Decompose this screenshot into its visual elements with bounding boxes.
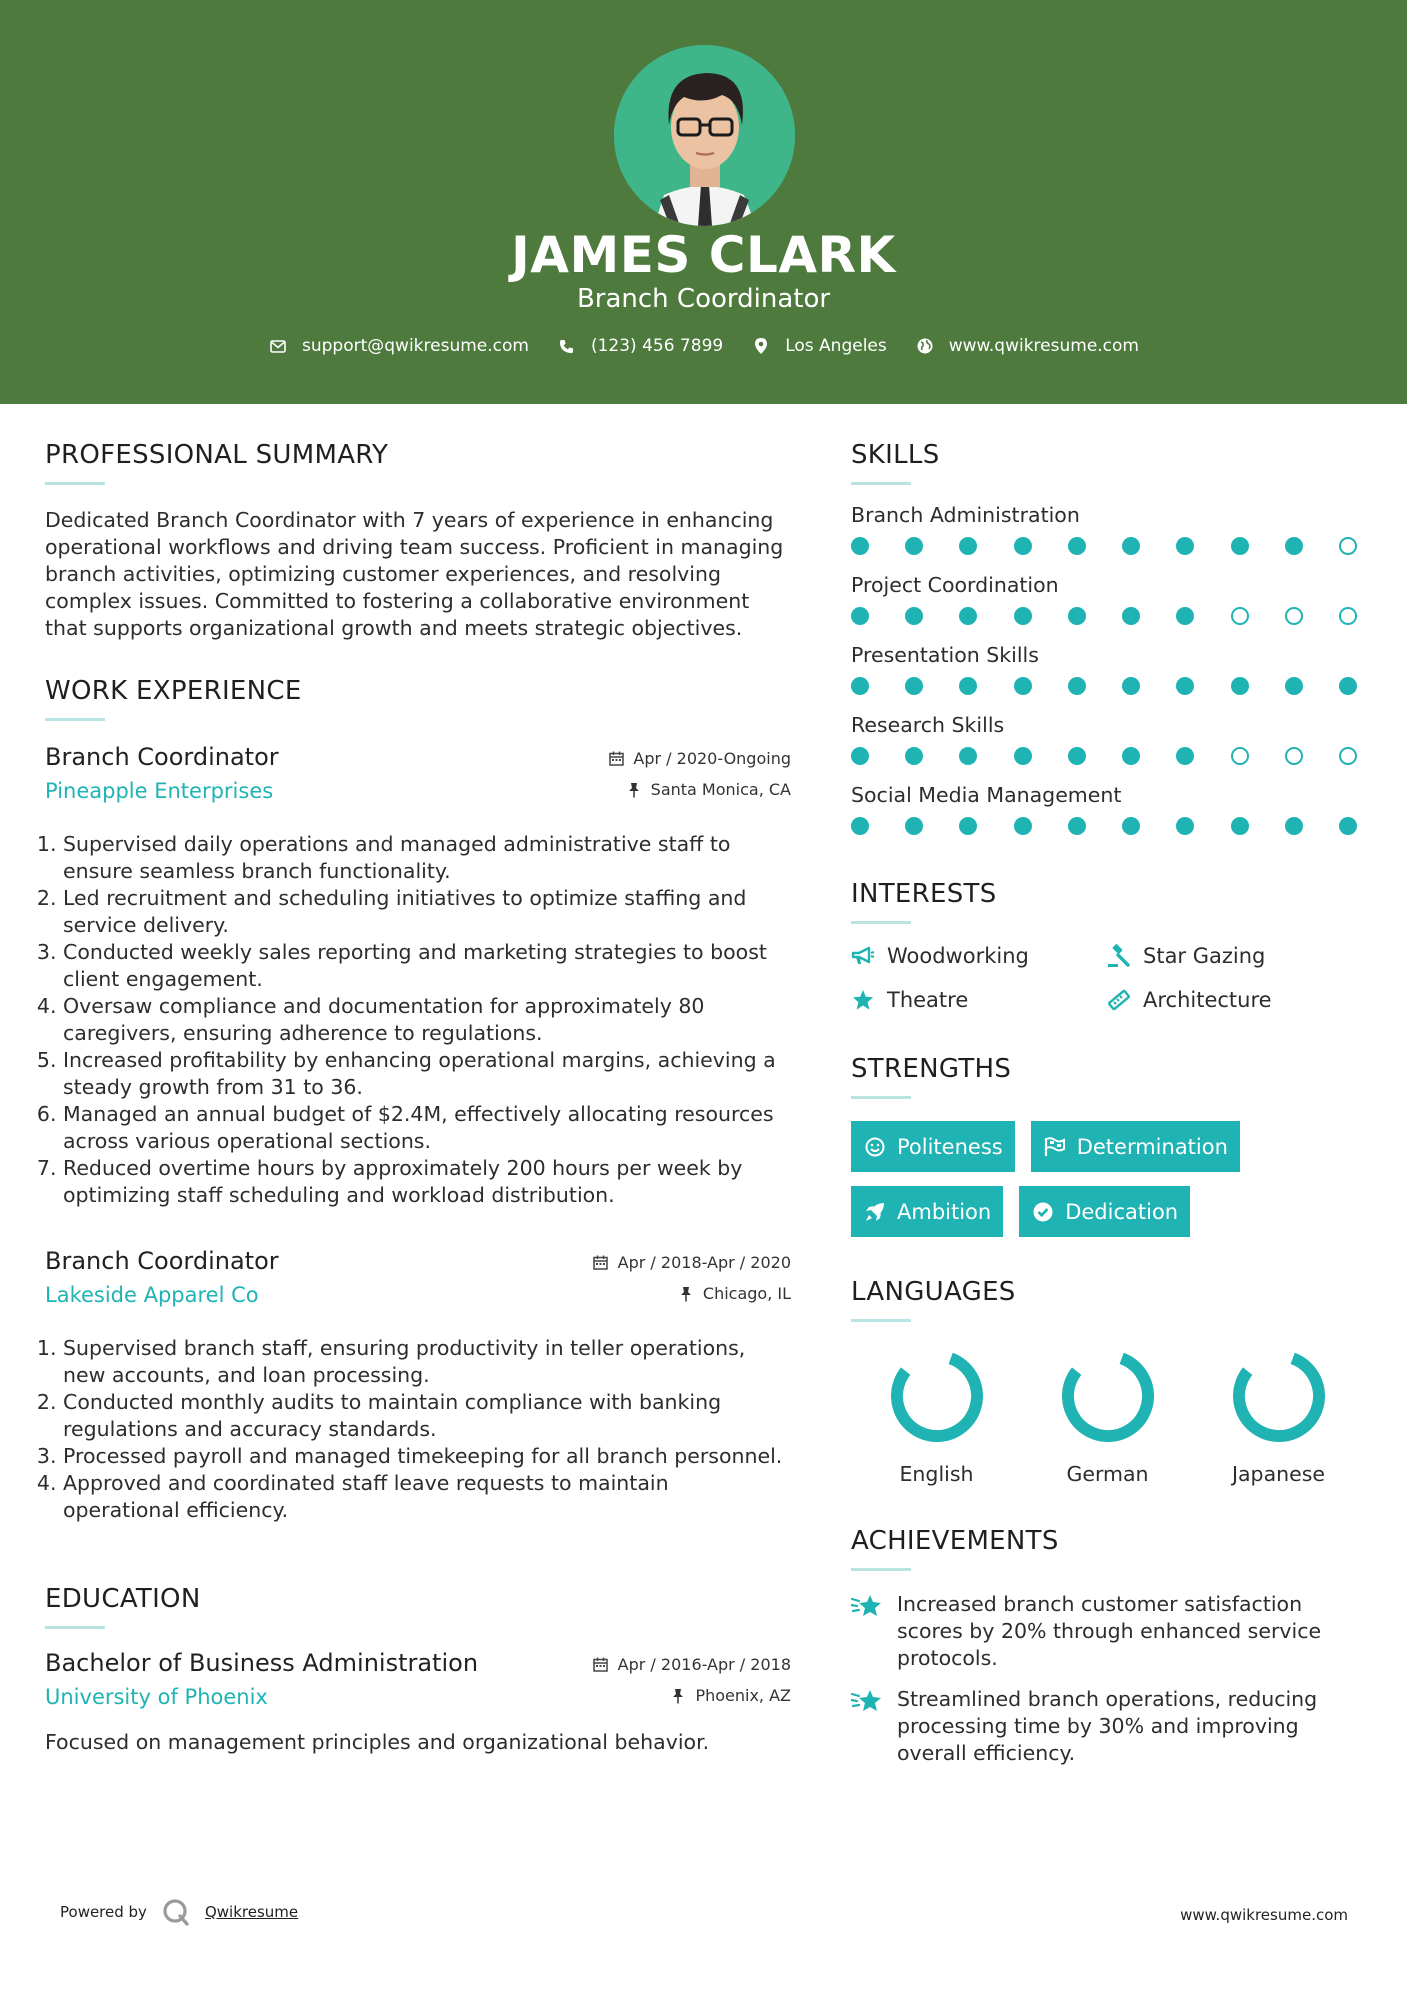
interest-label: Star Gazing: [1143, 944, 1266, 968]
section-divider: [851, 1096, 911, 1099]
job-header: [45, 743, 791, 817]
section-divider: [45, 482, 105, 485]
interest-item: [1107, 944, 1363, 968]
powered-by-text: Powered by: [60, 1903, 147, 1921]
job-company: Lakeside Apparel Co: [45, 1283, 259, 1307]
gavel-icon: [1107, 944, 1131, 968]
school-name: University of Phoenix: [45, 1685, 268, 1709]
person-portrait-icon: [614, 45, 795, 226]
qwikresume-logo-icon: [161, 1897, 191, 1927]
summary-section: [45, 440, 791, 642]
pencil-ruler-icon: [1107, 988, 1131, 1012]
language-level-arc: [1058, 1346, 1158, 1446]
strengths-heading: STRENGTHS: [851, 1054, 1012, 1084]
rating-dot-filled: [959, 607, 977, 625]
language-level-arc: [1229, 1346, 1329, 1446]
experience-heading: WORK EXPERIENCE: [45, 676, 302, 706]
pushpin-icon: [677, 1285, 695, 1303]
achievements-heading: ACHIEVEMENTS: [851, 1526, 1059, 1556]
contact-location: [751, 336, 887, 356]
job-title: Branch Coordinator: [45, 1247, 279, 1275]
flag-icon: [1043, 1135, 1067, 1159]
job-company: Pineapple Enterprises: [45, 779, 274, 803]
section-divider: [851, 1319, 911, 1322]
language-level-arc: [887, 1346, 987, 1446]
left-column: [45, 440, 791, 1756]
calendar-icon: [592, 1254, 610, 1272]
qwikresume-link[interactable]: Qwikresume: [204, 1903, 299, 1921]
duty-item: 1. Supervised daily operations and managed administrative staff to ensure seamless branch functionality.: [63, 831, 791, 885]
skill-item: [851, 713, 1371, 765]
rating-dot-filled: [1122, 677, 1140, 695]
rating-dot-empty: [1285, 607, 1303, 625]
experience-section: [45, 676, 791, 1524]
footer-powered-by: [60, 1897, 298, 1927]
rating-dot-filled: [1122, 537, 1140, 555]
rating-dot-filled: [1285, 817, 1303, 835]
job-duties: [45, 831, 791, 1209]
skill-name: Presentation Skills: [851, 643, 1039, 667]
rating-dot-filled: [1231, 817, 1249, 835]
skill-item: [851, 643, 1371, 695]
interest-item: [851, 988, 1107, 1012]
languages-heading: LANGUAGES: [851, 1277, 1016, 1307]
contact-phone[interactable]: [557, 336, 723, 356]
rating-dot-filled: [1014, 607, 1032, 625]
section-divider: [45, 718, 105, 721]
languages-section: [851, 1277, 1371, 1486]
skills-section: [851, 440, 1371, 835]
education-location: [669, 1686, 791, 1705]
rating-dot-filled: [1068, 607, 1086, 625]
rating-dot-empty: [1231, 607, 1249, 625]
star-icon: [851, 988, 875, 1012]
duty-item: 4. Oversaw compliance and documentation for approximately 80 caregivers, ensuring adherence to regulations.: [63, 993, 791, 1047]
rating-dot-empty: [1231, 747, 1249, 765]
achievement-text: Streamlined branch operations, reducing processing time by 30% and improving overall efficiency.: [897, 1687, 1318, 1765]
interest-label: Theatre: [887, 988, 969, 1012]
job-date: [607, 749, 791, 768]
education-header: [45, 1649, 791, 1723]
strength-label: Determination: [1076, 1134, 1228, 1159]
rating-dot-filled: [905, 607, 923, 625]
rating-dot-filled: [1014, 537, 1032, 555]
rating-dot-filled: [1014, 817, 1032, 835]
email-text: support@qwikresume.com: [302, 336, 529, 356]
skill-name: Social Media Management: [851, 783, 1122, 807]
achievements-section: [851, 1526, 1371, 1767]
rating-dot-empty: [1339, 537, 1357, 555]
job-duties: [45, 1335, 791, 1524]
map-marker-icon: [751, 336, 771, 356]
rating-dot-empty: [1339, 607, 1357, 625]
calendar-icon: [607, 750, 625, 768]
interest-item: [851, 944, 1107, 968]
rating-dot-filled: [1285, 677, 1303, 695]
strengths-section: [851, 1054, 1371, 1237]
language-item: [851, 1346, 1022, 1486]
interests-section: [851, 879, 1371, 1012]
skills-heading: SKILLS: [851, 440, 940, 470]
strength-chip: [1019, 1186, 1190, 1237]
duty-item: 6. Managed an annual budget of $2.4M, effectively allocating resources across various operational sections.: [63, 1101, 791, 1155]
rating-dot-filled: [1014, 677, 1032, 695]
rating-dot-filled: [1068, 817, 1086, 835]
smile-icon: [863, 1135, 887, 1159]
duty-item: 5. Increased profitability by enhancing operational margins, achieving a steady growth from 31 to 36.: [63, 1047, 791, 1101]
education-date-text: Apr / 2016-Apr / 2018: [617, 1655, 791, 1674]
duty-item: 2. Conducted monthly audits to maintain compliance with banking regulations and accuracy standards.: [63, 1389, 791, 1443]
languages-list: [851, 1346, 1371, 1486]
rating-dot-filled: [851, 817, 869, 835]
skill-rating: [851, 817, 1357, 835]
shooting-star-icon: [851, 1591, 897, 1672]
language-name: German: [1066, 1462, 1149, 1486]
skill-rating: [851, 677, 1357, 695]
strength-chip: [1031, 1121, 1240, 1172]
strengths-list: [851, 1121, 1371, 1237]
skill-name: Research Skills: [851, 713, 1005, 737]
job-title: Branch Coordinator: [45, 743, 279, 771]
duty-item: 3. Processed payroll and managed timekeeping for all branch personnel.: [63, 1443, 791, 1470]
rating-dot-filled: [1068, 537, 1086, 555]
job-location-text: Chicago, IL: [702, 1284, 791, 1303]
rating-dot-filled: [1068, 747, 1086, 765]
skill-rating: [851, 607, 1357, 625]
section-divider: [851, 1568, 911, 1571]
language-level-ring: [1229, 1346, 1329, 1446]
rating-dot-filled: [851, 747, 869, 765]
location-text: Los Angeles: [785, 336, 887, 356]
skill-rating: [851, 747, 1357, 765]
pushpin-icon: [625, 781, 643, 799]
education-description: Focused on management principles and organizational behavior.: [45, 1730, 710, 1754]
skill-name: Branch Administration: [851, 503, 1080, 527]
envelope-icon: [268, 336, 288, 356]
rating-dot-filled: [1339, 677, 1357, 695]
education-heading: EDUCATION: [45, 1584, 201, 1614]
rating-dot-filled: [1285, 537, 1303, 555]
website-text: www.qwikresume.com: [948, 336, 1139, 356]
duty-item: 7. Reduced overtime hours by approximately 200 hours per week by optimizing staff scheduling and workload distribution.: [63, 1155, 791, 1209]
rating-dot-filled: [1176, 817, 1194, 835]
globe-icon: [915, 336, 935, 356]
summary-text: Dedicated Branch Coordinator with 7 years of experience in enhancing operational workflows and driving team success. Proficient in managing branch activities, optimizing customer experiences, and resolving complex issues. Committed to fostering a collaborative environment that supports organizational growth and meets strategic objectives.: [45, 508, 784, 640]
summary-heading: PROFESSIONAL SUMMARY: [45, 440, 389, 470]
bullhorn-icon: [851, 944, 875, 968]
rating-dot-filled: [1068, 677, 1086, 695]
language-name: English: [899, 1462, 974, 1486]
candidate-role: Branch Coordinator: [576, 284, 831, 314]
interests-heading: INTERESTS: [851, 879, 997, 909]
language-level-ring: [1058, 1346, 1158, 1446]
education-section: [45, 1584, 791, 1756]
section-divider: [851, 482, 911, 485]
rating-dot-filled: [1122, 817, 1140, 835]
check-circle-icon: [1031, 1200, 1055, 1224]
interests-list: [851, 944, 1371, 1012]
skill-item: [851, 783, 1371, 835]
job-header: [45, 1247, 791, 1321]
job-entry: [45, 1247, 791, 1524]
pushpin-icon: [669, 1687, 687, 1705]
job-date-text: Apr / 2020-Ongoing: [633, 749, 791, 768]
phone-icon: [557, 336, 577, 356]
skills-list: [851, 503, 1371, 835]
duty-item: 2. Led recruitment and scheduling initiatives to optimize staffing and service delivery.: [63, 885, 791, 939]
rating-dot-filled: [851, 677, 869, 695]
job-date-text: Apr / 2018-Apr / 2020: [617, 1253, 791, 1272]
rating-dot-filled: [1339, 817, 1357, 835]
rating-dot-empty: [1285, 747, 1303, 765]
rating-dot-empty: [1339, 747, 1357, 765]
strength-label: Politeness: [897, 1134, 1003, 1159]
strength-label: Dedication: [1065, 1199, 1179, 1224]
rating-dot-filled: [1122, 607, 1140, 625]
interest-label: Woodworking: [887, 944, 1029, 968]
rating-dot-filled: [959, 817, 977, 835]
interest-item: [1107, 988, 1363, 1012]
phone-text: (123) 456 7899: [590, 336, 724, 356]
rating-dot-filled: [1014, 747, 1032, 765]
profile-photo: [614, 45, 795, 226]
language-level-ring: [887, 1346, 987, 1446]
section-divider: [45, 1626, 105, 1629]
rating-dot-filled: [1122, 747, 1140, 765]
degree-title: Bachelor of Business Administration: [45, 1649, 479, 1677]
calendar-icon: [592, 1656, 610, 1674]
shooting-star-icon: [851, 1686, 897, 1767]
rating-dot-filled: [959, 537, 977, 555]
strength-chip: [851, 1121, 1015, 1172]
contact-email[interactable]: [268, 336, 529, 356]
footer-website[interactable]: www.qwikresume.com: [1180, 1906, 1348, 1924]
job-entry: [45, 743, 791, 1209]
contact-website[interactable]: [915, 336, 1139, 356]
candidate-name: JAMES CLARK: [511, 226, 896, 284]
education-date: [592, 1655, 791, 1674]
job-location-text: Santa Monica, CA: [650, 780, 791, 799]
contact-bar: [0, 336, 1407, 356]
rating-dot-filled: [851, 537, 869, 555]
rating-dot-filled: [1176, 537, 1194, 555]
rating-dot-filled: [905, 747, 923, 765]
job-date: [592, 1253, 791, 1272]
language-name: Japanese: [1231, 1462, 1326, 1486]
achievement-item: [851, 1591, 1371, 1672]
right-column: [851, 440, 1371, 1767]
interest-label: Architecture: [1143, 988, 1272, 1012]
rocket-icon: [863, 1200, 887, 1224]
rating-dot-filled: [1176, 607, 1194, 625]
education-location-text: Phoenix, AZ: [695, 1686, 791, 1705]
skill-name: Project Coordination: [851, 573, 1059, 597]
rating-dot-filled: [905, 537, 923, 555]
resume-header: [0, 0, 1407, 404]
rating-dot-filled: [1231, 537, 1249, 555]
skill-rating: [851, 537, 1357, 555]
rating-dot-filled: [905, 817, 923, 835]
rating-dot-filled: [1176, 677, 1194, 695]
achievement-text: Increased branch customer satisfaction scores by 20% through enhanced service protocols.: [897, 1592, 1322, 1670]
rating-dot-filled: [905, 677, 923, 695]
duty-item: 4. Approved and coordinated staff leave requests to maintain operational efficiency.: [63, 1470, 791, 1524]
section-divider: [851, 921, 911, 924]
rating-dot-filled: [1231, 677, 1249, 695]
duty-item: 3. Conducted weekly sales reporting and marketing strategies to boost client engagement.: [63, 939, 791, 993]
strength-chip: [851, 1186, 1003, 1237]
rating-dot-filled: [959, 747, 977, 765]
job-location: [677, 1284, 791, 1303]
skill-item: [851, 573, 1371, 625]
strength-label: Ambition: [897, 1199, 992, 1224]
language-item: [1193, 1346, 1364, 1486]
skill-item: [851, 503, 1371, 555]
rating-dot-filled: [1176, 747, 1194, 765]
language-item: [1022, 1346, 1193, 1486]
achievement-item: [851, 1686, 1371, 1767]
rating-dot-filled: [851, 607, 869, 625]
job-location: [625, 780, 791, 799]
rating-dot-filled: [959, 677, 977, 695]
duty-item: 1. Supervised branch staff, ensuring productivity in teller operations, new accounts, and loan processing.: [63, 1335, 791, 1389]
